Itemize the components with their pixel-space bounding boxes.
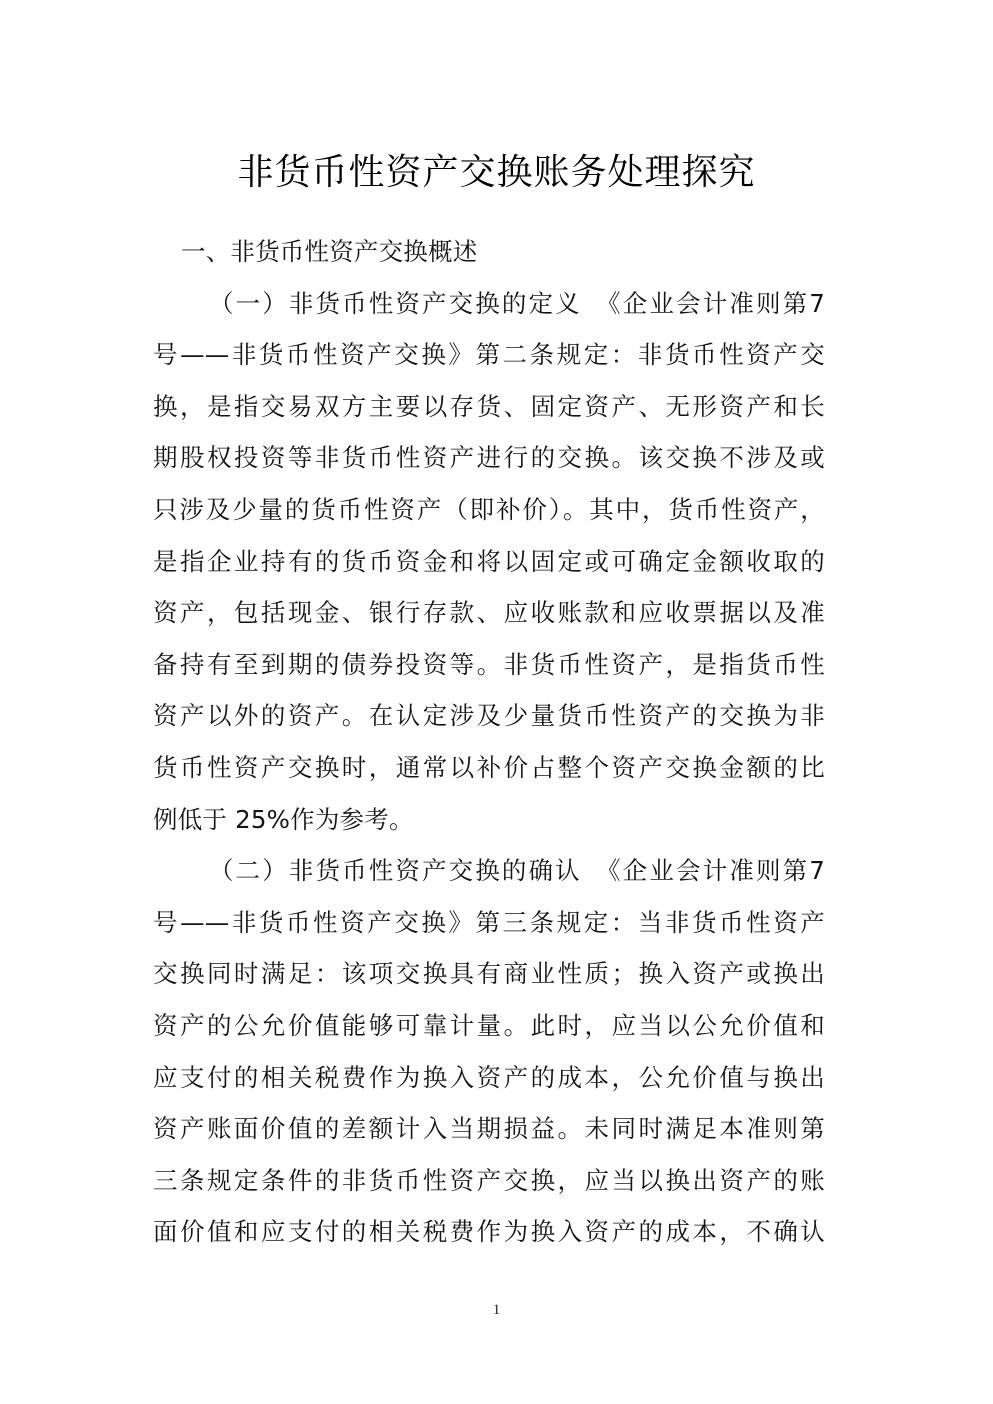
paragraph-line: 是指企业持有的货币资金和将以固定或可确定金额收取的 (153, 546, 825, 576)
document-title: 非货币性资产交换账务处理探究 (237, 152, 756, 194)
paragraph-line: 换，是指交易双方主要以存货、固定资产、无形资产和长 (153, 391, 825, 421)
paragraph-line: 期股权投资等非货币性资产进行的交换。该交换不涉及或 (153, 443, 825, 473)
paragraph-line: 只涉及少量的货币性资产（即补价）。其中，货币性资产， (153, 494, 825, 524)
paragraph-line: 资产以外的资产。在认定涉及少量货币性资产的交换为非 (153, 701, 825, 731)
page-number: 1 (492, 1302, 501, 1318)
paragraph-recognition (153, 845, 825, 1258)
paragraph-line: 交换同时满足：该项交换具有商业性质；换入资产或换出 (153, 959, 825, 989)
paragraph-line: 货币性资产交换时，通常以补价占整个资产交换金额的比 (153, 752, 825, 782)
paragraph-line: 应支付的相关税费作为换入资产的成本，公允价值与换出 (153, 1062, 825, 1092)
paragraph-line: 资产，包括现金、银行存款、应收账款和应收票据以及准 (153, 598, 825, 628)
paragraph-line: （二）非货币性资产交换的确认 《企业会计准则第7 (209, 856, 825, 886)
document-body (153, 226, 825, 1258)
paragraph-line: 资产的公允价值能够可靠计量。此时，应当以公允价值和 (153, 1010, 825, 1040)
paragraph-line: （一）非货币性资产交换的定义 《企业会计准则第7 (209, 288, 825, 318)
paragraph-line: 三条规定条件的非货币性资产交换，应当以换出资产的账 (153, 1165, 825, 1195)
paragraph-line: 资产账面价值的差额计入当期损益。未同时满足本准则第 (153, 1114, 825, 1144)
paragraph-line: 面价值和应支付的相关税费作为换入资产的成本，不确认 (153, 1217, 825, 1247)
paragraph-definition (153, 278, 825, 846)
paragraph-line: 号——非货币性资产交换》第三条规定：当非货币性资产 (153, 907, 825, 937)
paragraph-line: 备持有至到期的债券投资等。非货币性资产，是指货币性 (153, 649, 825, 679)
paragraph-line: 例低于 25%作为参考。 (153, 804, 414, 834)
paragraph-line: 号——非货币性资产交换》第二条规定：非货币性资产交 (153, 340, 825, 370)
section-heading: 一、非货币性资产交换概述 (181, 237, 478, 266)
